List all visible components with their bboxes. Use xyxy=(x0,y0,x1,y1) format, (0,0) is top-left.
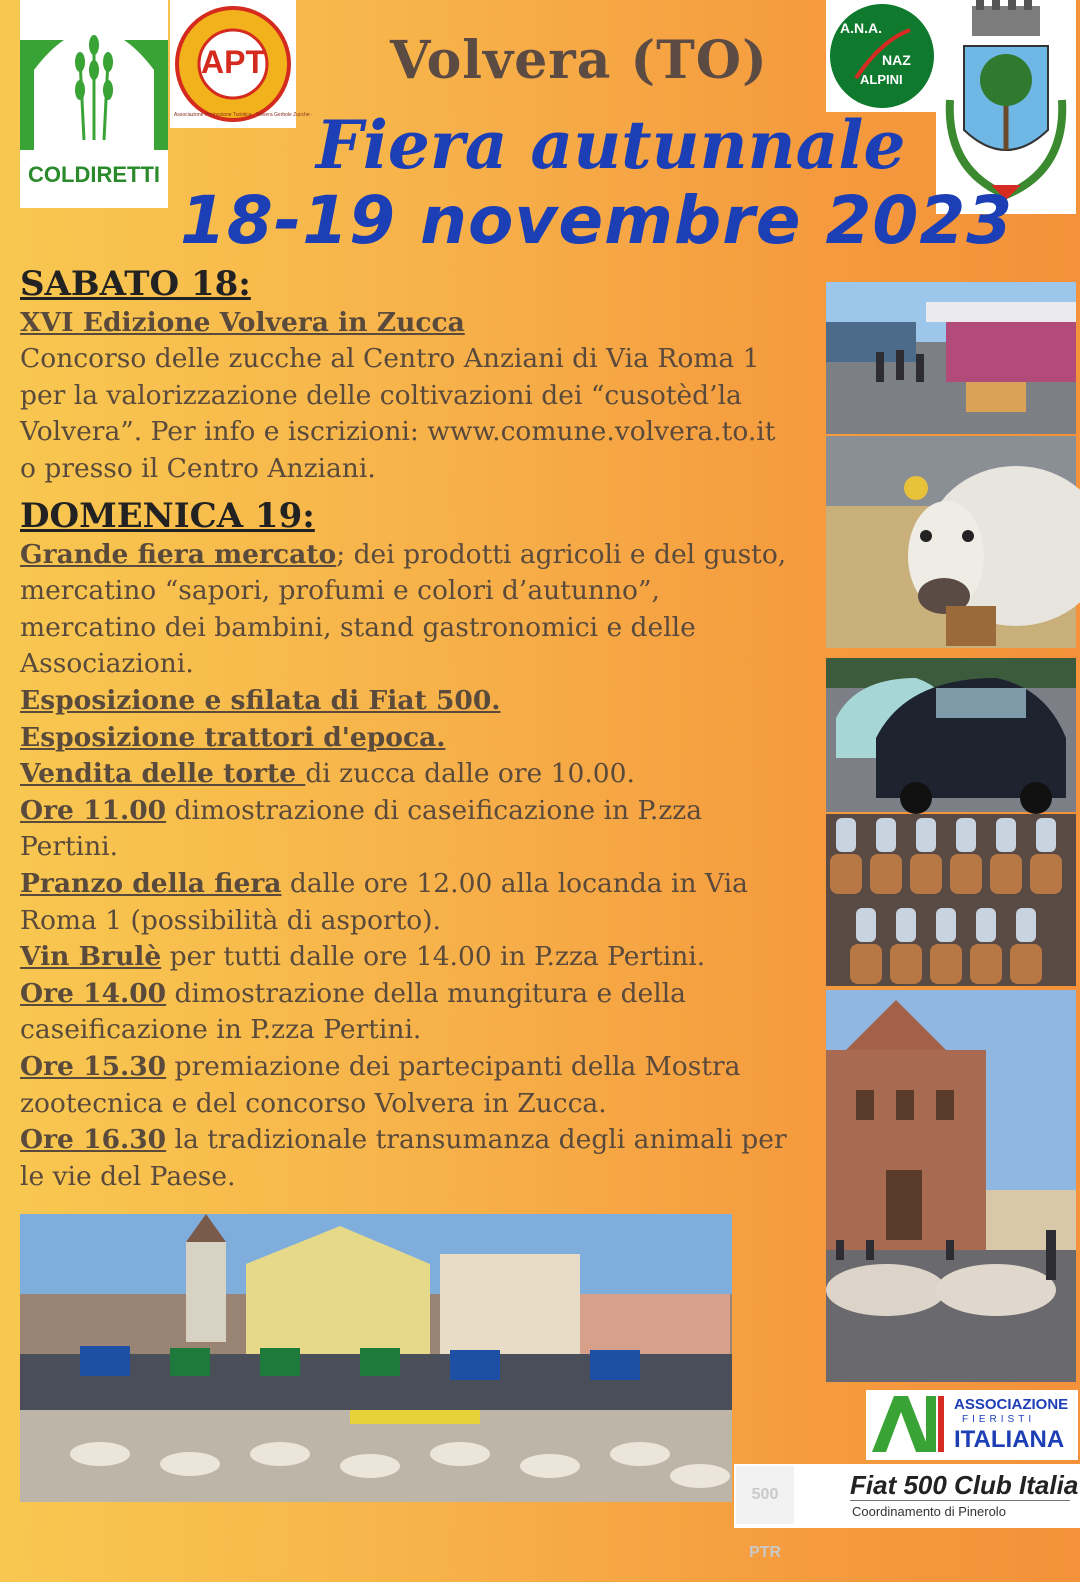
domenica-item xyxy=(20,1086,787,1123)
market-photo xyxy=(826,282,1076,434)
domenica-item-text: la tradizionale transumanza degli animali per xyxy=(166,1124,787,1156)
afi-line1: ASSOCIAZIONE xyxy=(954,1396,1069,1413)
domenica-item-text: zootecnica e del concorso Volvera in Zucca. xyxy=(20,1087,607,1119)
sabato-title: SABATO 18: xyxy=(20,264,251,304)
cowbells-photo xyxy=(826,814,1076,986)
sabato-line: Concorso delle zucche al Centro Anziani di Via Roma 1 xyxy=(20,343,760,375)
domenica-item xyxy=(20,1159,787,1196)
domenica-item-text: per tutti dalle ore 14.00 in P.zza Pertini. xyxy=(161,941,706,973)
event-title: Fiera autunnale xyxy=(316,106,906,184)
domenica-item-highlight: Esposizione trattori d'epoca. xyxy=(20,721,446,753)
apt-logo xyxy=(170,0,313,128)
domenica-item xyxy=(20,829,787,866)
fiat-coord-label: Coordinamento di Pinerolo xyxy=(852,1504,1006,1519)
sabato-line: per la valorizzazione delle coltivazioni dei “cusotèd’la xyxy=(20,379,742,411)
domenica-item-highlight: Vin Brulè xyxy=(20,941,162,973)
coldiretti-label: COLDIRETTI xyxy=(28,162,160,187)
afi-logo xyxy=(866,1390,1078,1460)
domenica-item xyxy=(20,756,787,793)
alpini-logo xyxy=(826,0,938,112)
domenica-item-highlight: Ore 11.00 xyxy=(20,794,167,826)
afi-line3: ITALIANA xyxy=(954,1426,1065,1453)
event-dates: 18-19 novembre 2023 xyxy=(180,182,1014,259)
apt-label: APT xyxy=(201,44,265,80)
domenica-item xyxy=(20,1049,787,1086)
cow-photo xyxy=(826,436,1076,648)
sabato-section xyxy=(20,266,775,488)
fair-square-photo xyxy=(20,1214,732,1502)
domenica-item-highlight: Grande fiera mercato xyxy=(20,538,337,570)
domenica-item-text: dimostrazione della mungitura e della xyxy=(166,977,686,1009)
domenica-item xyxy=(20,683,787,720)
domenica-item-highlight: Pranzo della fiera xyxy=(20,867,282,899)
domenica-item xyxy=(20,720,787,757)
domenica-item xyxy=(20,1012,787,1049)
domenica-item-highlight: Ore 16.30 xyxy=(20,1124,167,1156)
alpini-label: ALPINI xyxy=(860,72,903,87)
afi-emblem xyxy=(866,1390,946,1460)
domenica-item-text: Pertini. xyxy=(20,831,119,863)
city-title: Volvera (TO) xyxy=(390,30,768,91)
fiat500-club-logo xyxy=(734,1464,1080,1561)
domenica-item-text: premiazione dei partecipanti della Mostra xyxy=(166,1050,741,1082)
domenica-item-text: dimostrazione di caseificazione in P.zza xyxy=(166,794,703,826)
domenica-item-text: ; dei prodotti agricoli e del gusto, xyxy=(336,538,787,570)
domenica-item xyxy=(20,976,787,1013)
domenica-item-text: Roma 1 (possibilità di asporto). xyxy=(20,904,441,936)
domenica-item xyxy=(20,573,787,610)
domenica-item-highlight: Ore 15.30 xyxy=(20,1050,167,1082)
domenica-item xyxy=(20,537,787,574)
domenica-item xyxy=(20,646,787,683)
domenica-item-highlight: Ore 14.00 xyxy=(20,977,167,1009)
alpini-naz-label: NAZ xyxy=(882,52,911,68)
domenica-item-text: Associazioni. xyxy=(20,648,194,680)
coldiretti-logo xyxy=(20,0,168,208)
domenica-item-text: mercatino dei bambini, stand gastronomici e delle xyxy=(20,611,696,643)
sabato-subtitle: XVI Edizione Volvera in Zucca xyxy=(20,306,465,338)
fiat500-photo xyxy=(826,658,1076,812)
ptr-badge: 500 PTR xyxy=(736,1466,794,1524)
sabato-line: o presso il Centro Anziani. xyxy=(20,452,376,484)
domenica-item-highlight: Esposizione e sfilata di Fiat 500. xyxy=(20,684,501,716)
domenica-item-highlight: Vendita delle torte xyxy=(20,758,306,790)
domenica-item xyxy=(20,610,787,647)
domenica-item xyxy=(20,793,787,830)
domenica-item-text: caseificazione in P.zza Pertini. xyxy=(20,1014,422,1046)
domenica-item-text: dalle ore 12.00 alla locanda in Via xyxy=(281,867,748,899)
domenica-item-text: di zucca dalle ore 10.00. xyxy=(305,758,635,790)
domenica-item xyxy=(20,866,787,903)
domenica-item xyxy=(20,939,787,976)
domenica-item xyxy=(20,1122,787,1159)
church-photo xyxy=(826,990,1076,1382)
domenica-item xyxy=(20,903,787,940)
apt-ring-text: Associazione Promozione Turistica · Volvera Gerbole Zucche · xyxy=(174,112,313,118)
domenica-item-text: le vie del Paese. xyxy=(20,1160,236,1192)
sabato-line: Volvera”. Per info e iscrizioni: www.comune.volvera.to.it xyxy=(20,416,776,448)
afi-line2: FIERISTI xyxy=(962,1414,1036,1425)
fiat-club-label: Fiat 500 Club Italia xyxy=(850,1470,1079,1500)
domenica-item-text: mercatino “sapori, profumi e colori d’autunno”, xyxy=(20,575,660,607)
domenica-section xyxy=(20,498,787,1195)
alpini-top-label: A.N.A. xyxy=(840,20,882,36)
domenica-list xyxy=(20,537,787,1196)
domenica-title: DOMENICA 19: xyxy=(20,496,315,536)
